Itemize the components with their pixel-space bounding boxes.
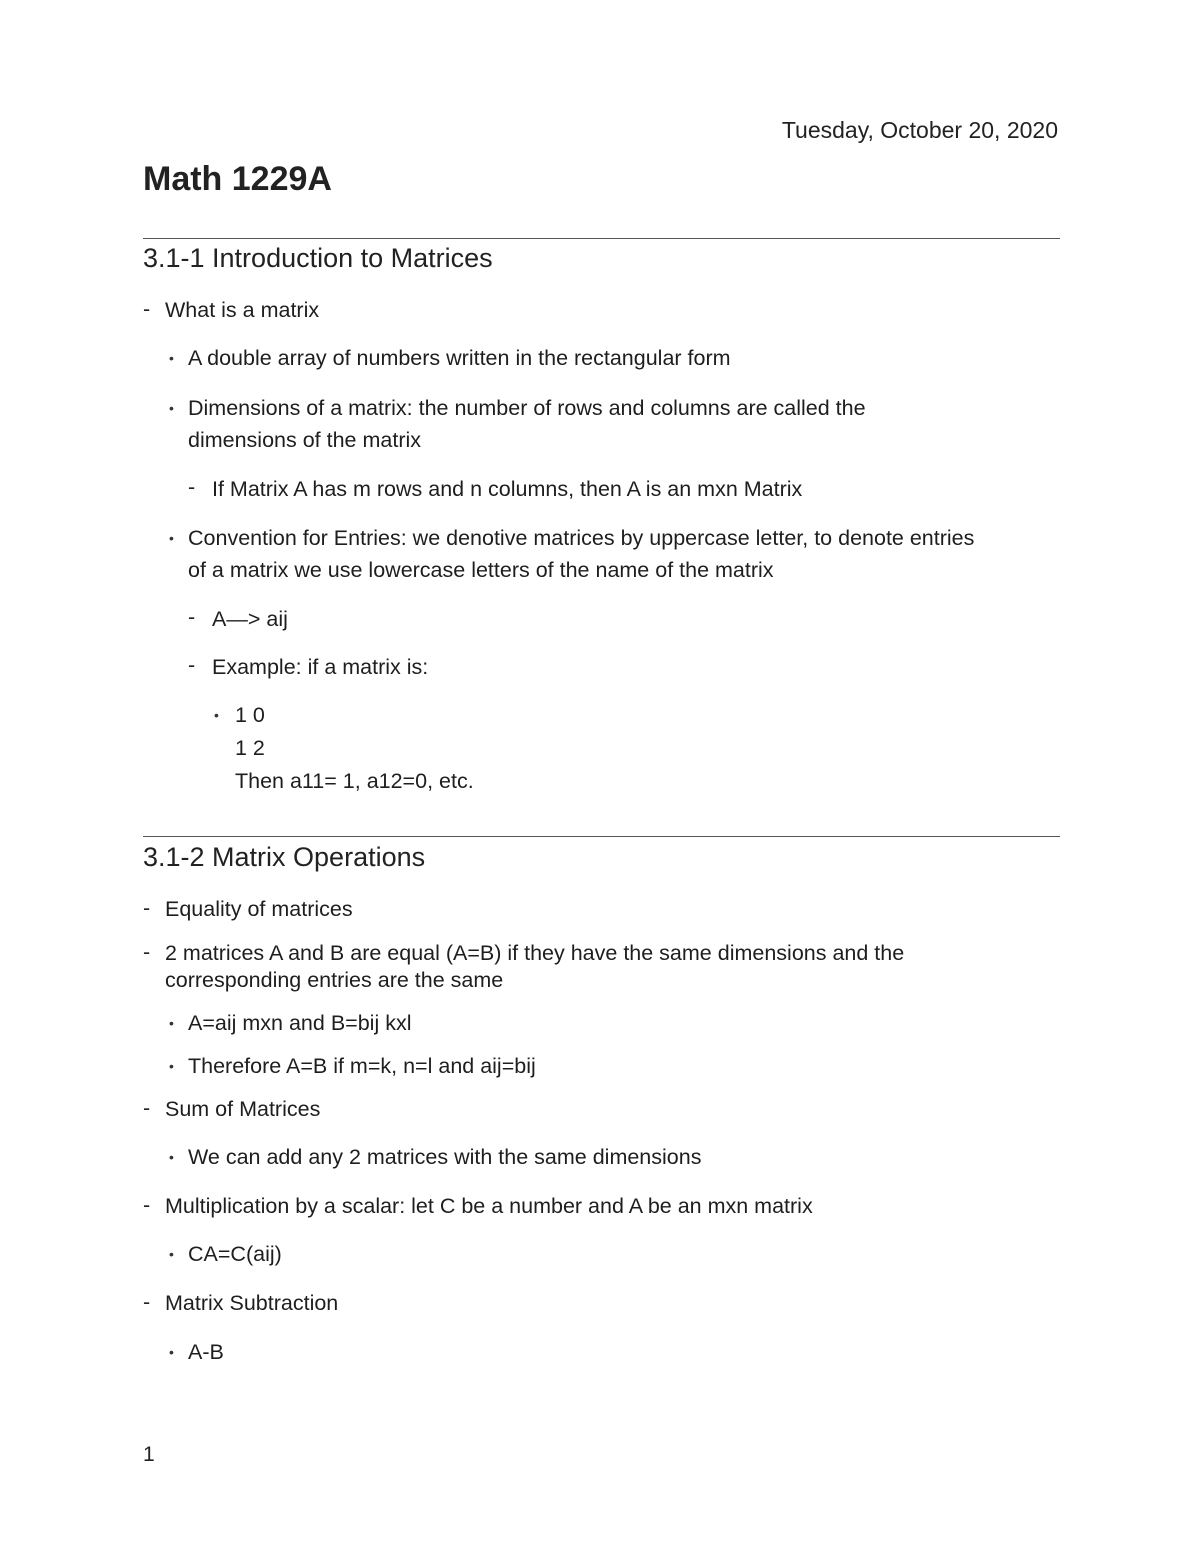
dash-marker: - bbox=[188, 605, 196, 629]
list-item-continuation: Then a11= 1, a12=0, etc. bbox=[235, 769, 474, 793]
bullet-marker: • bbox=[169, 1344, 174, 1360]
list-item: 2 matrices A and B are equal (A=B) if they have the same dimensions and the bbox=[165, 941, 905, 965]
dash-marker: - bbox=[143, 1290, 151, 1314]
section-heading: 3.1-1 Introduction to Matrices bbox=[143, 243, 493, 273]
page-number: 1 bbox=[143, 1443, 155, 1466]
dash-marker: - bbox=[188, 475, 196, 499]
dash-marker: - bbox=[143, 1193, 151, 1217]
document-title: Math 1229A bbox=[143, 160, 332, 198]
list-item: Matrix Subtraction bbox=[165, 1291, 339, 1315]
list-item: Therefore A=B if m=k, n=l and aij=bij bbox=[188, 1054, 536, 1078]
date: Tuesday, October 20, 2020 bbox=[781, 117, 1058, 143]
bullet-marker: • bbox=[169, 1015, 174, 1031]
matrix-row: 1 0 bbox=[235, 703, 265, 727]
bullet-marker: • bbox=[169, 530, 174, 546]
bullet-marker: • bbox=[169, 350, 174, 366]
list-item: A double array of numbers written in the rectangular form bbox=[188, 346, 731, 370]
section-divider bbox=[143, 238, 1060, 239]
list-item: A—> aij bbox=[212, 607, 288, 631]
list-item-continuation: dimensions of the matrix bbox=[188, 428, 422, 452]
list-item: What is a matrix bbox=[165, 298, 320, 322]
bullet-marker: • bbox=[169, 1058, 174, 1074]
bullet-marker: • bbox=[214, 707, 219, 723]
dash-marker: - bbox=[143, 297, 151, 321]
list-item: If Matrix A has m rows and n columns, then A is an mxn Matrix bbox=[212, 477, 803, 501]
list-item: Convention for Entries: we denotive matrices by uppercase letter, to denote entries bbox=[188, 526, 975, 550]
list-item: CA=C(aij) bbox=[188, 1242, 282, 1266]
list-item: Example: if a matrix is: bbox=[212, 655, 429, 679]
list-item: A-B bbox=[188, 1340, 224, 1364]
list-item: We can add any 2 matrices with the same dimensions bbox=[188, 1145, 702, 1169]
list-item: Multiplication by a scalar: let C be a number and A be an mxn matrix bbox=[165, 1194, 813, 1218]
section-divider bbox=[143, 836, 1060, 837]
matrix-row: 1 2 bbox=[235, 736, 265, 760]
dash-marker: - bbox=[143, 896, 151, 920]
bullet-marker: • bbox=[169, 1246, 174, 1262]
bullet-marker: • bbox=[169, 1149, 174, 1165]
list-item-continuation: corresponding entries are the same bbox=[165, 968, 504, 992]
dash-marker: - bbox=[188, 653, 196, 677]
list-item: Dimensions of a matrix: the number of rows and columns are called the bbox=[188, 396, 866, 420]
list-item: Equality of matrices bbox=[165, 897, 353, 921]
list-item: Sum of Matrices bbox=[165, 1097, 321, 1121]
dash-marker: - bbox=[143, 940, 151, 964]
list-item: A=aij mxn and B=bij kxl bbox=[188, 1011, 412, 1035]
list-item-continuation: of a matrix we use lowercase letters of the name of the matrix bbox=[188, 558, 774, 582]
dash-marker: - bbox=[143, 1096, 151, 1120]
bullet-marker: • bbox=[169, 400, 174, 416]
section-heading: 3.1-2 Matrix Operations bbox=[143, 842, 426, 872]
